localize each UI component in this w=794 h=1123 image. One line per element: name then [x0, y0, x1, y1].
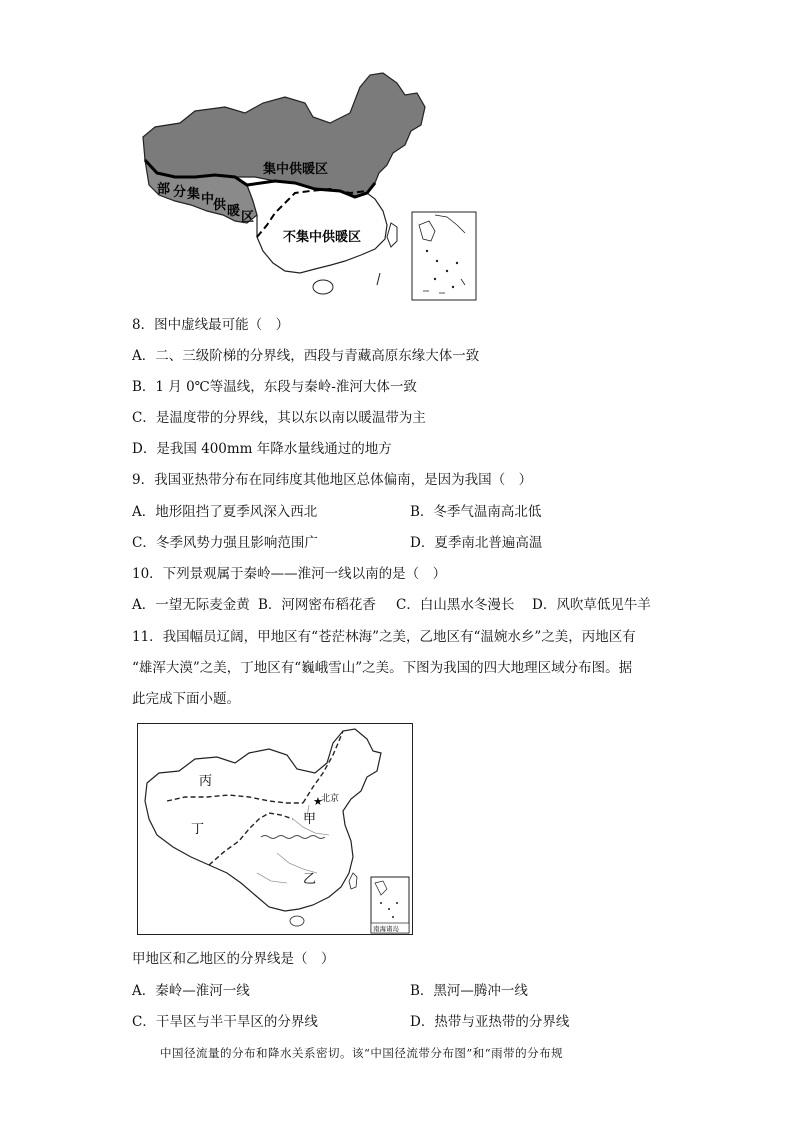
- q8-option-d[interactable]: D．是我国 400mm 年降水量线通过的地方: [132, 441, 392, 457]
- q9-option-d[interactable]: D．夏季南北普遍高温: [410, 535, 543, 551]
- label-region-jia: 甲: [303, 812, 317, 827]
- q10-stem: 10．下列景观属于秦岭——淮河一线以南的是（ ）: [132, 566, 447, 582]
- q8-option-b[interactable]: B．1 月 0℃等温线，东段与秦岭-淮河大体一致: [132, 379, 417, 395]
- q11-stem-line-1: 11．我国幅员辽阔，甲地区有“苍茫林海”之美，乙地区有“温婉水乡”之美，丙地区有: [132, 629, 636, 645]
- south-china-sea-inset: [412, 212, 476, 300]
- hainan-island: [290, 916, 304, 926]
- q8-option-c[interactable]: C．是温度带的分界线，其以东以南以暖温带为主: [132, 410, 426, 426]
- inset-label: 南海诸岛: [373, 925, 399, 933]
- four-regions-map: [137, 723, 413, 935]
- q9-stem: 9．我国亚热带分布在同纬度其他地区总体偏南，是因为我国（ ）: [132, 472, 533, 488]
- q9-option-a[interactable]: A．地形阻挡了夏季风深入西北: [132, 504, 318, 520]
- q10-option-d[interactable]: D．风吹草低见牛羊: [532, 597, 651, 613]
- q8-stem: 8．图中虚线最可能（ ）: [132, 317, 290, 333]
- label-non-central-heating: 不集中供暖区: [283, 230, 362, 245]
- taiwan-island: [387, 223, 397, 247]
- hainan-island: [313, 280, 333, 294]
- q12-option-d[interactable]: D．热带与亚热带的分界线: [410, 1014, 570, 1030]
- label-partial-1: 部: [157, 182, 171, 197]
- q12-option-b[interactable]: B．黑河—腾冲一线: [410, 983, 528, 999]
- q9-option-c[interactable]: C．冬季风势力强且影响范围广: [132, 535, 318, 551]
- heating-zone-map: [135, 65, 485, 305]
- label-region-bing: 丙: [199, 774, 213, 789]
- q8-option-a[interactable]: A．二、三级阶梯的分界线，西段与青藏高原东缘大体一致: [132, 348, 480, 364]
- q10-option-c[interactable]: C．白山黑水冬漫长: [396, 597, 515, 613]
- next-question-intro: 中国径流量的分布和降水关系密切。该“中国径流带分布图”和“雨带的分布规: [160, 1046, 564, 1060]
- label-partial-5: 供: [213, 198, 227, 213]
- label-central-heating: 集中供暖区: [263, 162, 329, 177]
- q12-stem: 甲地区和乙地区的分界线是（ ）: [132, 951, 335, 967]
- island-dash: [377, 273, 380, 285]
- label-partial-6: 暖: [227, 204, 241, 219]
- q10-option-b[interactable]: B．河网密布稻花香: [258, 597, 376, 613]
- label-partial-2: 分: [173, 185, 187, 200]
- label-beijing: 北京: [321, 794, 340, 804]
- q9-option-b[interactable]: B．冬季气温南高北低: [410, 504, 542, 520]
- q12-option-c[interactable]: C．干旱区与半干旱区的分界线: [132, 1014, 318, 1030]
- label-region-ding: 丁: [191, 822, 205, 837]
- q10-option-a[interactable]: A．一望无际麦金黄: [132, 597, 250, 613]
- label-partial-7: 区: [241, 210, 255, 225]
- beijing-star-icon: ★: [313, 795, 323, 808]
- label-partial-3: 集: [187, 187, 201, 202]
- label-partial-4: 中: [201, 192, 215, 207]
- q11-stem-line-3: 此完成下面小题。: [132, 691, 240, 707]
- label-region-yi: 乙: [303, 872, 317, 887]
- south-china-sea-inset: [371, 877, 409, 933]
- q12-option-a[interactable]: A．秦岭—淮河一线: [132, 983, 250, 999]
- q11-stem-line-2: “雄浑大漠”之美，丁地区有“巍峨雪山”之美。下图为我国的四大地理区域分布图。据: [132, 660, 633, 676]
